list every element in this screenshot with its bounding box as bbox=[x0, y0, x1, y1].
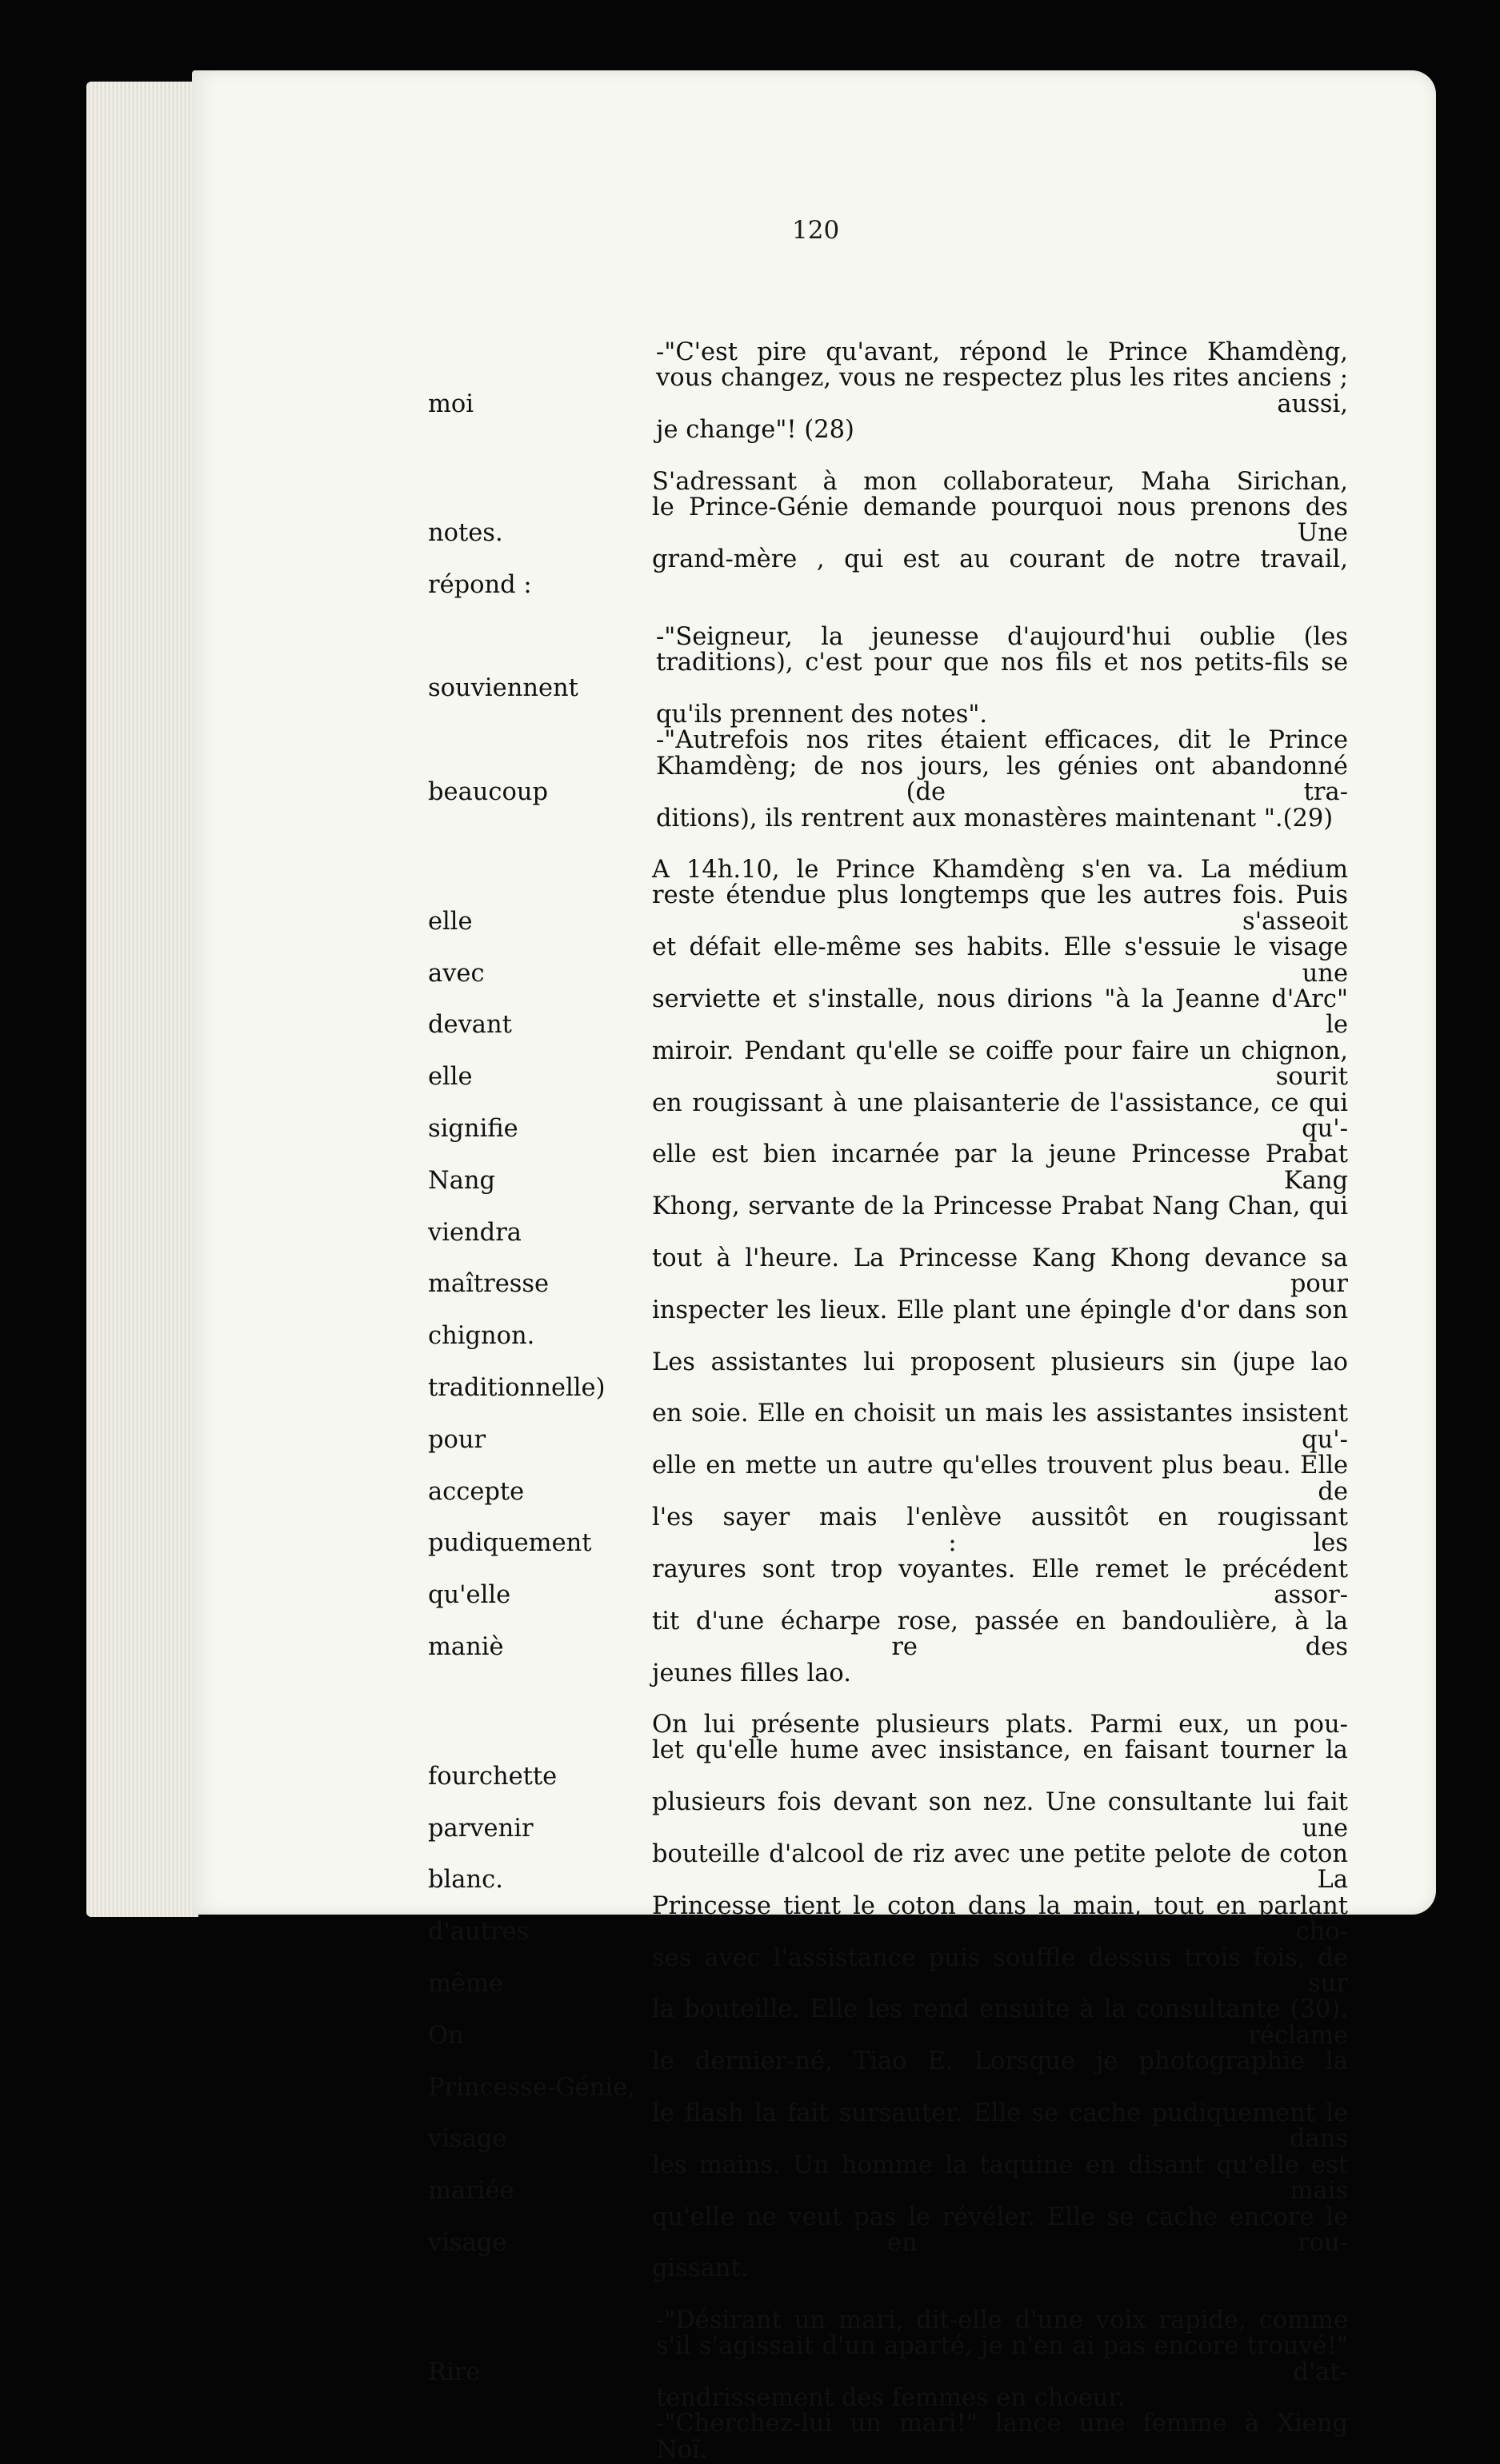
text-line: On lui présente plusieurs plats. Parmi eux, un pou- bbox=[652, 1710, 1348, 1739]
text-line: serviette et s'installe, nous dirions "à la Jeanne d'Arc" devant le bbox=[428, 984, 1348, 1040]
body-text bbox=[428, 340, 1348, 2463]
text-line: la bouteille. Elle les rend ensuite à la consultante (30). On réclame bbox=[428, 1995, 1348, 2050]
paragraph bbox=[428, 469, 1348, 599]
text-line: rayures sont trop voyantes. Elle remet le précédent qu'elle assor- bbox=[428, 1555, 1348, 1610]
text-line: Noï. bbox=[656, 2435, 708, 2464]
text-line: ses avec l'assistance puis souffle dessus trois fois, de même sur bbox=[428, 1943, 1348, 1998]
text-line: tit d'une écharpe rose, passée en bandoulière, à la maniè re des bbox=[428, 1607, 1348, 1662]
text-line: -"Cherchez-lui un mari!" lance une femme à Xieng bbox=[656, 2410, 1348, 2438]
text-line: traditions), c'est pour que nos fils et nos petits-fils se souviennent bbox=[428, 649, 1348, 703]
text-line: plusieurs fois devant son nez. Une consultante lui fait parvenir une bbox=[428, 1788, 1348, 1843]
paragraph bbox=[428, 340, 1348, 444]
paragraph bbox=[428, 622, 1348, 729]
page-number: 120 bbox=[792, 216, 840, 245]
text-line: -"Seigneur, la jeunesse d'aujourd'hui oublie (les bbox=[656, 622, 1348, 651]
text-line: tendrissement des femmes en choeur. bbox=[656, 2384, 1126, 2413]
paragraph bbox=[428, 2308, 1348, 2412]
text-line: en soie. Elle en choisit un mais les assistantes insistent pour qu'- bbox=[428, 1400, 1348, 1454]
text-line: ditions), ils rentrent aux monastères maintenant ".(29) bbox=[656, 804, 1334, 833]
text-line: inspecter les lieux. Elle plant une épingle d'or dans son chignon. bbox=[428, 1296, 1348, 1351]
text-line: elle est bien incarnée par la jeune Princesse Prabat Nang Kang bbox=[428, 1140, 1348, 1195]
text-line: les mains. Un homme la taquine en disant qu'elle est mariée mais bbox=[428, 2151, 1348, 2206]
text-line: qu'ils prennent des notes". bbox=[656, 700, 988, 729]
text-line: -"Désirant un mari, dit-elle d'une voix rapide, comme bbox=[656, 2306, 1348, 2334]
text-line: Les assistantes lui proposent plusieurs sin (jupe lao traditionnelle) bbox=[428, 1348, 1348, 1403]
text-line: Princesse tient le coton dans la main, tout en parlant d'autres cho- bbox=[428, 1891, 1348, 1947]
paragraph bbox=[428, 728, 1348, 832]
paragraph bbox=[428, 1712, 1348, 2282]
text-line: miroir. Pendant qu'elle se coiffe pour faire un chignon, elle sourit bbox=[428, 1036, 1348, 1092]
text-line: je change"! (28) bbox=[656, 416, 854, 445]
text-line: s'il s'agissait d'un aparté, je n'en ai pas encore trouvé!" Rire d'at- bbox=[428, 2332, 1348, 2386]
text-line: et défait elle-même ses habits. Elle s'essuie le visage avec une bbox=[428, 933, 1348, 988]
text-line: reste étendue plus longtemps que les autres fois. Puis elle s'asseoit bbox=[428, 881, 1348, 936]
text-line: A 14h.10, le Prince Khamdèng s'en va. La médium bbox=[652, 855, 1348, 884]
text-line: le Prince-Génie demande pourquoi nous prenons des notes. Une bbox=[428, 493, 1348, 548]
text-line: elle en mette un autre qu'elles trouvent plus beau. Elle accepte de bbox=[428, 1452, 1348, 1506]
paragraph bbox=[428, 2411, 1348, 2463]
text-line: jeunes filles lao. bbox=[652, 1659, 851, 1687]
book-page-edges bbox=[86, 82, 198, 1917]
text-line: Khamdèng; de nos jours, les génies ont abandonné beaucoup (de tra- bbox=[428, 752, 1348, 807]
text-line: Khong, servante de la Princesse Prabat Nang Chan, qui viendra bbox=[428, 1192, 1348, 1247]
text-line: -"C'est pire qu'avant, répond le Prince Khamdèng, bbox=[656, 338, 1348, 366]
text-line: le dernier-né, Tiao E. Lorsque je photographie la Princesse-Génie, bbox=[428, 2047, 1348, 2102]
paragraph bbox=[428, 857, 1348, 1687]
text-line: en rougissant à une plaisanterie de l'assistance, ce qui signifie qu'- bbox=[428, 1088, 1348, 1143]
text-line: gissant. bbox=[652, 2254, 749, 2283]
text-line: l'es sayer mais l'enlève aussitôt en rougissant pudiquement : les bbox=[428, 1504, 1348, 1558]
text-line: le flash la fait sursauter. Elle se cache pudiquement le visage dans bbox=[428, 2099, 1348, 2154]
text-line: qu'elle ne veut pas le révéler. Elle se cache encore le visage en rou- bbox=[428, 2202, 1348, 2258]
text-line: bouteille d'alcool de riz avec une petite pelote de coton blanc. La bbox=[428, 1839, 1348, 1895]
text-line: S'adressant à mon collaborateur, Maha Sirichan, bbox=[652, 467, 1348, 496]
text-line: let qu'elle hume avec insistance, en faisant tourner la fourchette bbox=[428, 1736, 1348, 1791]
text-line: vous changez, vous ne respectez plus les rites anciens ; moi aussi, bbox=[428, 364, 1348, 418]
text-line: grand-mère , qui est au courant de notre travail, répond : bbox=[428, 545, 1348, 600]
text-line: tout à l'heure. La Princesse Kang Khong devance sa maîtresse pour bbox=[428, 1244, 1348, 1299]
text-line: -"Autrefois nos rites étaient efficaces, dit le Prince bbox=[656, 726, 1348, 755]
